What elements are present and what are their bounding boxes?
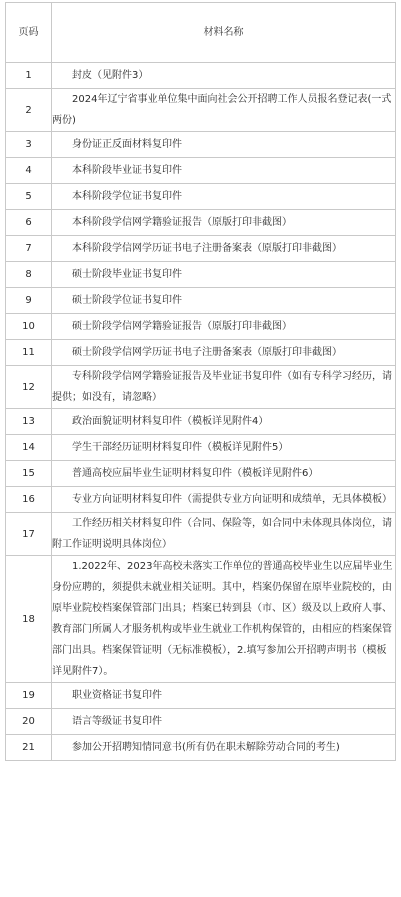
row-number: 2 <box>6 89 52 132</box>
material-name: 参加公开招聘知情同意书(所有仍在职未解除劳动合同的考生) <box>52 735 396 761</box>
material-name: 职业资格证书复印件 <box>52 683 396 709</box>
header-number-column: 页码 <box>6 3 52 63</box>
row-number: 16 <box>6 487 52 513</box>
row-number: 9 <box>6 288 52 314</box>
row-number: 5 <box>6 184 52 210</box>
material-name: 2024年辽宁省事业单位集中面向社会公开招聘工作人员报名登记表(一式两份) <box>52 89 396 132</box>
material-name: 1.2022年、2023年高校未落实工作单位的普通高校毕业生以应届毕业生身份应聘的，须提供未就业相关证明。其中，档案仍保留在原毕业院校的，由原毕业院校档案保管部门出具；档案已转到县（市、区）级及以上政府人事、教育部门所属人才服务机构或毕业生就业工作机构保管的，由相应的档案保管部门出具。档案保管证明（无标准模板），2.填写参加公开招聘声明书（模板详见附件7）。 <box>52 556 396 683</box>
table-row <box>6 435 396 461</box>
table-row <box>6 487 396 513</box>
table-row <box>6 683 396 709</box>
row-number: 17 <box>6 513 52 556</box>
material-name: 专科阶段学信网学籍验证报告及毕业证书复印件（如有专科学习经历，请提供；如没有，请忽略） <box>52 366 396 409</box>
table-row <box>6 63 396 89</box>
row-number: 15 <box>6 461 52 487</box>
table-row <box>6 262 396 288</box>
material-name: 本科阶段学信网学历证书电子注册备案表（原版打印非截图） <box>52 236 396 262</box>
row-number: 11 <box>6 340 52 366</box>
table-row <box>6 184 396 210</box>
row-number: 13 <box>6 409 52 435</box>
row-number: 6 <box>6 210 52 236</box>
material-name: 学生干部经历证明材料复印件（模板详见附件5） <box>52 435 396 461</box>
material-name: 本科阶段学信网学籍验证报告（原版打印非截图） <box>52 210 396 236</box>
material-name: 普通高校应届毕业生证明材料复印件（模板详见附件6） <box>52 461 396 487</box>
material-name: 硕士阶段学信网学历证书电子注册备案表（原版打印非截图） <box>52 340 396 366</box>
material-name: 工作经历相关材料复印件（合同、保险等，如合同中未体现具体岗位，请附工作证明说明具体岗位） <box>52 513 396 556</box>
row-number: 19 <box>6 683 52 709</box>
table-row <box>6 236 396 262</box>
row-number: 21 <box>6 735 52 761</box>
table-body <box>6 63 396 761</box>
table-row <box>6 709 396 735</box>
row-number: 8 <box>6 262 52 288</box>
table-row <box>6 288 396 314</box>
table-row <box>6 556 396 683</box>
table-row <box>6 366 396 409</box>
material-name: 专业方向证明材料复印件（需提供专业方向证明和成绩单，无具体模板） <box>52 487 396 513</box>
table-row <box>6 513 396 556</box>
material-name: 政治面貌证明材料复印件（模板详见附件4） <box>52 409 396 435</box>
table-row <box>6 314 396 340</box>
table-row <box>6 340 396 366</box>
row-number: 10 <box>6 314 52 340</box>
material-name: 语言等级证书复印件 <box>52 709 396 735</box>
material-name: 硕士阶段毕业证书复印件 <box>52 262 396 288</box>
material-name: 硕士阶段学信网学籍验证报告（原版打印非截图） <box>52 314 396 340</box>
materials-table <box>5 2 396 761</box>
row-number: 7 <box>6 236 52 262</box>
table-row <box>6 409 396 435</box>
row-number: 1 <box>6 63 52 89</box>
row-number: 20 <box>6 709 52 735</box>
material-name: 硕士阶段学位证书复印件 <box>52 288 396 314</box>
table-row <box>6 89 396 132</box>
table-header <box>6 3 396 63</box>
table-row <box>6 158 396 184</box>
table-row <box>6 210 396 236</box>
table-row <box>6 461 396 487</box>
row-number: 14 <box>6 435 52 461</box>
row-number: 4 <box>6 158 52 184</box>
row-number: 3 <box>6 132 52 158</box>
material-name: 本科阶段毕业证书复印件 <box>52 158 396 184</box>
table-row <box>6 735 396 761</box>
header-name-column: 材料名称 <box>52 3 396 63</box>
material-name: 本科阶段学位证书复印件 <box>52 184 396 210</box>
row-number: 12 <box>6 366 52 409</box>
table-row <box>6 132 396 158</box>
material-name: 封皮（见附件3） <box>52 63 396 89</box>
material-name: 身份证正反面材料复印件 <box>52 132 396 158</box>
row-number: 18 <box>6 556 52 683</box>
